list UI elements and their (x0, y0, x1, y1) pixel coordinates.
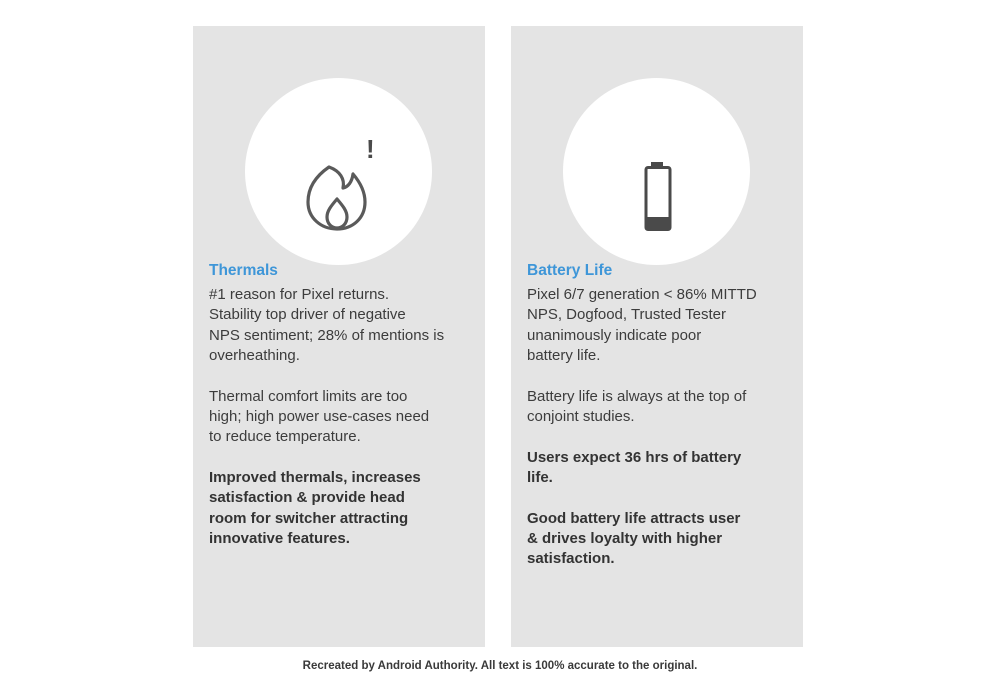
battery-icon-circle (563, 78, 750, 265)
attribution-footer: Recreated by Android Authority. All text is 100% accurate to the original. (302, 660, 698, 672)
card-paragraph: Battery life is always at the top of conjoint studies. (527, 387, 747, 425)
card-paragraph: #1 reason for Pixel returns. Stability top driver of negative NPS sentiment; 28% of mentions is overheathing. (209, 286, 445, 364)
card-paragraph-highlight: Improved thermals, increases satisfaction & provide head room for switcher attracting innovative features. (209, 469, 421, 547)
card-body (209, 285, 479, 570)
card-paragraph: Pixel 6/7 generation < 86% MITTD NPS, Dogfood, Trusted Tester unanimously indicate poor battery life. (527, 286, 757, 364)
card-title: Thermals (209, 262, 278, 279)
exclamation-icon: ! (366, 134, 375, 164)
card-paragraph-highlight: Users expect 36 hrs of battery life. (527, 448, 742, 487)
fire-warning-icon (245, 78, 432, 265)
thermals-icon-circle (245, 78, 432, 265)
card-paragraph: Thermal comfort limits are too high; high power use-cases need to reduce temperature. (209, 387, 430, 446)
card-title: Battery Life (527, 262, 613, 279)
battery-low-icon (563, 78, 750, 265)
thermals-card (193, 26, 485, 647)
card-body (527, 285, 797, 590)
battery-life-card (511, 26, 803, 647)
card-paragraph-highlight: Good battery life attracts user & drives loyalty with higher satisfaction. (527, 509, 741, 568)
